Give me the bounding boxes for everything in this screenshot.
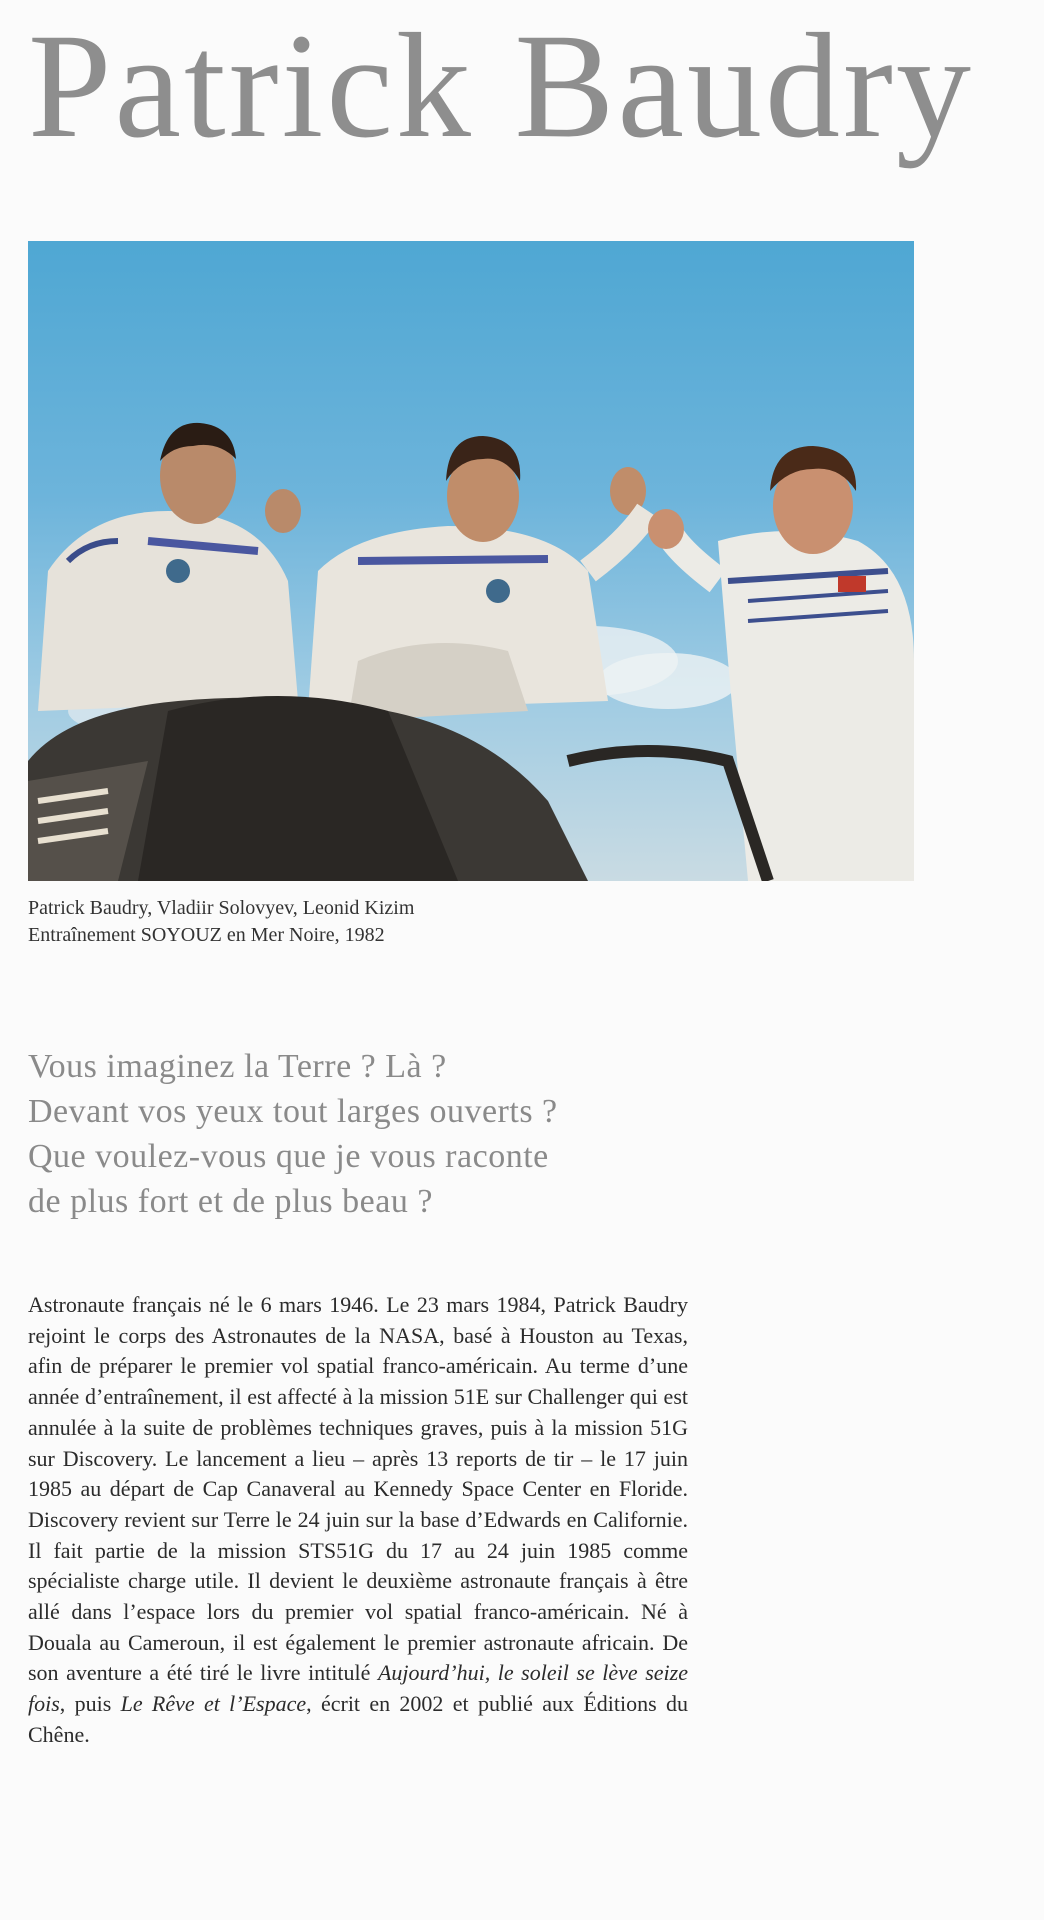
capsule-hatch [28,696,768,881]
photo-caption [28,895,414,949]
quote-line: Vous imaginez la Terre ? Là ? [28,1048,447,1085]
caption-line-names: Patrick Baudry, Vladiir Solovyev, Leonid Kizim [28,897,415,919]
bio-text: , puis [59,1691,121,1717]
bio-text: , écrit en 2002 et publié aux Éditions du Chêne. [28,1691,688,1747]
biography-paragraph [28,1290,688,1751]
quote-line: Que voulez-vous que je vous raconte [28,1138,549,1175]
quote [28,1044,558,1224]
bio-text: Astronaute français né le 6 mars 1946. Le 23 mars 1984, Patrick Baudry rejoint le corps des Astronautes de la NASA, basé à Houston au Texas, afin de préparer le premier vol spatial franco-américain. Au terme d’une année d’entraînement, il est affecté à la mission 51E sur Challenger qui est annulée à la suite de problèmes techniques graves, puis à la mission 51G sur Discovery. Le lancement a lieu – après 13 reports de tir – le 17 juin 1985 au départ de Cap Canaveral au Kennedy Space Center en Floride. Discovery revient sur Terre le 24 juin sur la base d’Edwards en Californie. Il fait partie de la mission STS51G du 17 au 24 juin 1985 comme spécialiste charge utile. Il devient le deuxième astronaute français à être allé dans l’espace lors du premier vol spatial franco-américain. Né à Douala au Cameroun, il est également le premier astronaute africain. De son aventure a été tiré le livre intitulé [28,1292,688,1686]
book-title-2: Le Rêve et l’Espace [120,1691,307,1717]
astronaut-left [38,423,301,711]
astronauts-photo [28,241,914,881]
photo-illustration [28,241,914,881]
book-title-1: Aujourd’hui, le soleil se lève seize fois [28,1660,688,1717]
astronaut-middle [308,436,648,721]
page-title: Patrick Baudry [28,3,974,169]
caption-line-event: Entraînement SOYOUZ en Mer Noire, 1982 [28,924,385,946]
quote-line: Devant vos yeux tout larges ouverts ? [28,1093,558,1130]
quote-line: de plus fort et de plus beau ? [28,1183,433,1220]
